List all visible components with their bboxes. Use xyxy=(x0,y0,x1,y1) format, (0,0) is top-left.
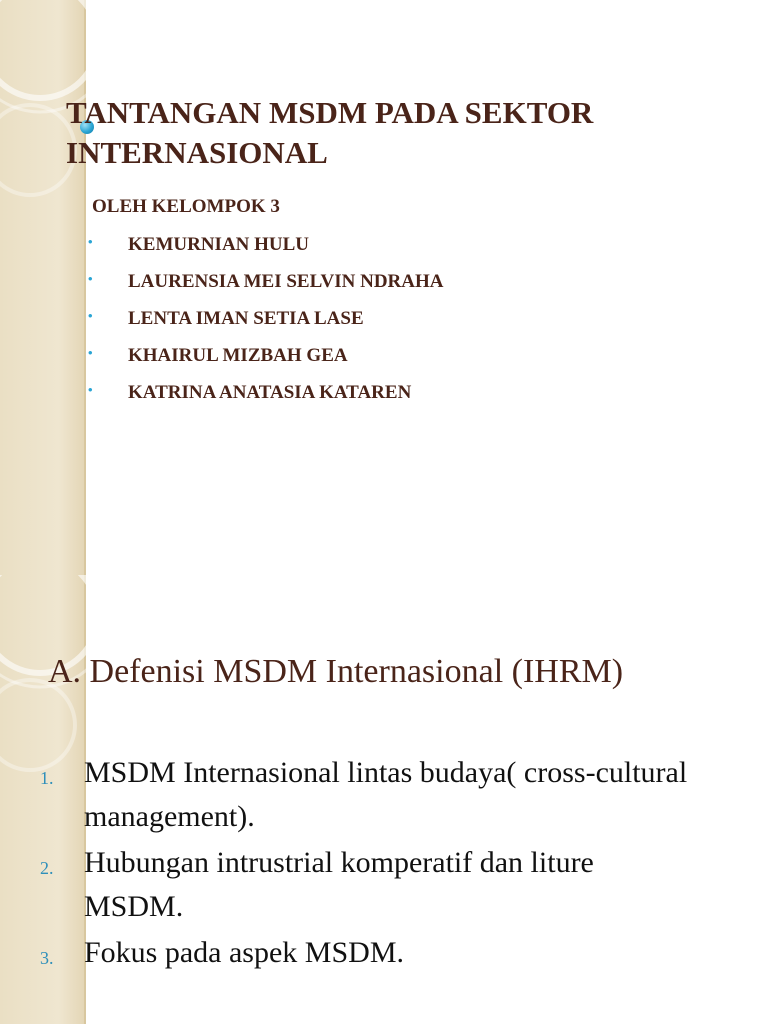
member-list xyxy=(86,226,444,411)
list-item: • KHAIRUL MIZBAH GEA xyxy=(86,337,444,374)
definition-list xyxy=(40,751,700,977)
list-item: 1. MSDM Internasional lintas budaya( cross-cultural management). xyxy=(40,756,688,833)
list-item: • KATRINA ANATASIA KATAREN xyxy=(86,374,444,411)
list-item: • LENTA IMAN SETIA LASE xyxy=(86,300,444,337)
bullet-icon: • xyxy=(88,382,93,397)
group-subheading: OLEH KELOMPOK 3 xyxy=(92,196,280,217)
list-item: • LAURENSIA MEI SELVIN NDRAHA xyxy=(86,263,444,300)
bullet-icon: • xyxy=(88,308,93,323)
slide-definition xyxy=(0,575,768,1024)
bullet-icon: • xyxy=(88,345,93,360)
slide-title-heading: A. Defenisi MSDM Internasional (IHRM) xyxy=(48,653,624,690)
list-item: 3. Fokus pada aspek MSDM. xyxy=(40,931,700,975)
bullet-icon: • xyxy=(88,234,93,249)
slide-title-heading: TANTANGAN MSDM PADA SEKTOR INTERNASIONAL xyxy=(66,95,594,170)
item-number: 3. xyxy=(40,948,54,968)
item-number: 2. xyxy=(40,858,54,878)
list-item: • KEMURNIAN HULU xyxy=(86,226,444,263)
bullet-icon: • xyxy=(88,271,93,286)
list-item: 2. Hubungan intrustrial komperatif dan liture MSDM. xyxy=(40,846,594,923)
item-number: 1. xyxy=(40,768,54,788)
